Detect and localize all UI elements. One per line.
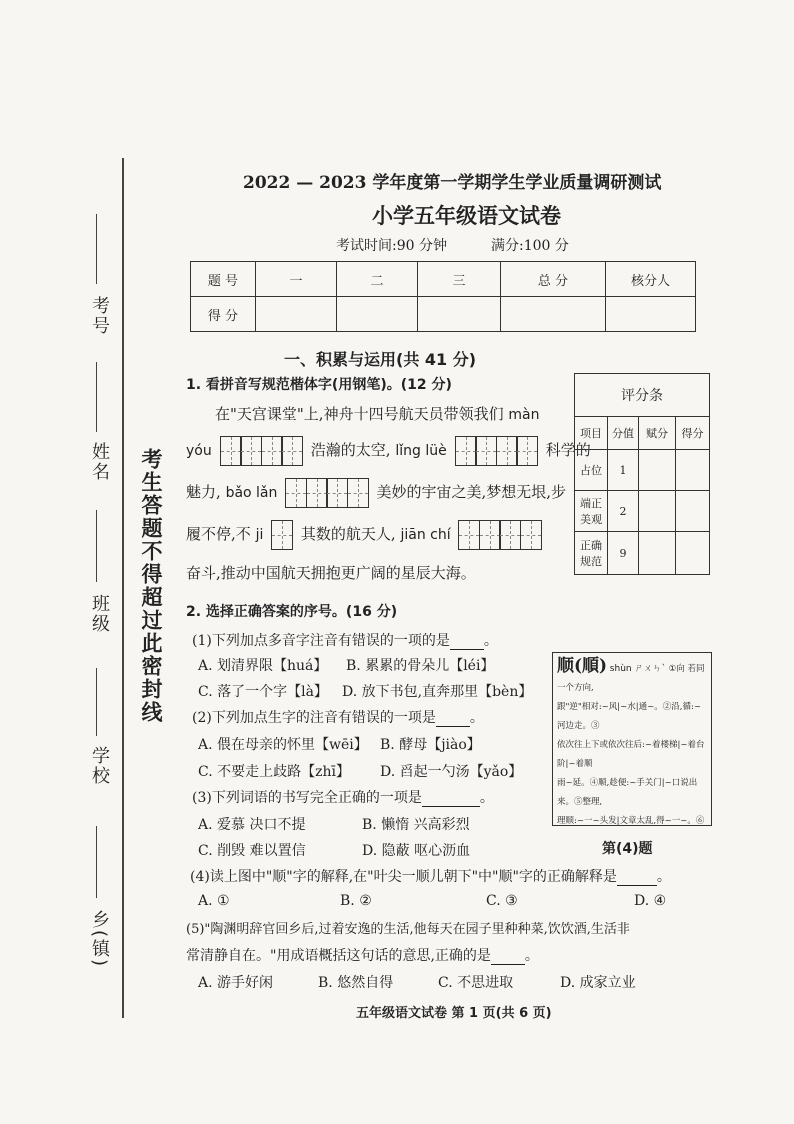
- rubric-item: 占位: [575, 450, 608, 491]
- exam-number-label: 考号: [89, 296, 110, 336]
- rubric-title: 评分条: [575, 374, 710, 417]
- rubric-item: 正确规范: [575, 532, 608, 575]
- score-table-header: 二: [337, 262, 418, 297]
- exam-time: 考试时间:90 分钟: [336, 238, 447, 254]
- full-score: 满分:100 分: [491, 238, 569, 254]
- rubric-award-cell[interactable]: [639, 450, 676, 491]
- dict-line: 雨~延。④顺,趁便:~手关门|~口说出来。⑤整理,: [557, 778, 698, 807]
- class-field[interactable]: [96, 510, 97, 582]
- section-heading: 一、积累与运用(共 41 分): [284, 350, 477, 369]
- rubric-value: 1: [608, 450, 639, 491]
- school-field[interactable]: [96, 668, 97, 736]
- q2-sub-2: [192, 707, 484, 727]
- q2-3-option-d: D. 隐蔽 呕心沥血: [362, 843, 471, 859]
- answer-grid[interactable]: [458, 520, 542, 550]
- q2-2-option-b: B. 酵母【jiào】: [380, 737, 481, 753]
- q2-sub-5-line-1: (5)"陶渊明辞官回乡后,过着安逸的生活,他每天在园子里种种菜,饮饮酒,生活非: [186, 922, 630, 937]
- q1-text: 履不停,不: [186, 525, 251, 543]
- score-table: [190, 261, 696, 332]
- q1-text: 在"天宫课堂"上,神舟十四号航天员带领我们: [215, 405, 504, 423]
- name-label: 姓名: [89, 442, 110, 482]
- q2-sub-3: [192, 787, 494, 807]
- rubric-score-cell[interactable]: [676, 491, 710, 532]
- dict-caption: 第(4)题: [602, 841, 653, 857]
- q2-3-option-a: A. 爱慕 决口不提: [198, 817, 306, 833]
- rubric-header: 得分: [676, 417, 710, 450]
- dict-line: 依次往上下或依次往后:~着楼梯|~着台阶|~着顺: [557, 740, 705, 769]
- q2-sub-1: [192, 630, 498, 650]
- score-cell[interactable]: [606, 297, 696, 332]
- q2-2-option-d: D. 舀起一勺汤【yǎo】: [380, 764, 523, 780]
- pinyin: lǐng lüè: [395, 443, 447, 459]
- dictionary-entry-box: [552, 652, 712, 826]
- answer-grid[interactable]: [285, 478, 369, 508]
- rubric-award-cell[interactable]: [639, 491, 676, 532]
- school-label: 学校: [89, 746, 110, 786]
- q1-line-5: 奋斗,推动中国航天拥抱更广阔的星辰大海。: [186, 564, 476, 582]
- question-1-title: 1. 看拼音写规范楷体字(用钢笔)。(12 分): [186, 377, 452, 393]
- q2-1-option-d: D. 放下书包,直奔那里【bèn】: [342, 684, 533, 700]
- dict-line: 理顺:~一~头发|文章太乱,得~一~。⑥: [557, 816, 705, 826]
- question-2-title: 2. 选择正确答案的序号。(16 分): [186, 604, 398, 620]
- dict-line: ①向 若同一个方向,: [557, 664, 705, 693]
- question-text: 。: [656, 869, 671, 885]
- rubric-header: 分值: [608, 417, 639, 450]
- rubric-header: 赋分: [639, 417, 676, 450]
- answer-blank[interactable]: [491, 948, 525, 965]
- dict-headword: 顺(順): [557, 656, 608, 676]
- q2-4-option-a: A. ①: [198, 893, 230, 909]
- q2-2-option-a: A. 偎在母亲的怀里【wēi】: [198, 737, 368, 753]
- q2-4-option-c: C. ③: [486, 893, 518, 909]
- score-cell[interactable]: [418, 297, 501, 332]
- answer-blank[interactable]: [436, 710, 470, 727]
- q2-5-option-a: A. 游手好闲: [198, 975, 274, 991]
- question-text: 。: [524, 948, 539, 964]
- score-table-header: 一: [256, 262, 337, 297]
- q2-4-option-b: B. ②: [340, 893, 372, 909]
- q2-1-option-a: A. 划清界限【huá】: [198, 658, 328, 674]
- score-table-header: 题 号: [191, 262, 256, 297]
- exam-subtitle: 小学五年级语文试卷: [372, 203, 561, 228]
- q1-text: 其数的航天人,: [300, 525, 396, 543]
- score-cell[interactable]: [256, 297, 337, 332]
- q2-sub-5-line-2: [186, 945, 539, 965]
- scoring-rubric-table: [574, 373, 710, 575]
- q2-3-option-c: C. 削毁 难以置信: [198, 843, 306, 859]
- rubric-header: 项目: [575, 417, 608, 450]
- pinyin: bǎo lǎn: [225, 485, 278, 501]
- q1-line-4: [186, 520, 545, 550]
- score-table-header: 三: [418, 262, 501, 297]
- question-text: 常清静自在。"用成语概括这句话的意思,正确的是: [186, 948, 491, 964]
- rubric-score-cell[interactable]: [676, 450, 710, 491]
- township-label: 乡(镇): [89, 910, 110, 969]
- q1-line-1: [215, 403, 539, 424]
- township-field[interactable]: [96, 826, 97, 898]
- dict-pinyin: shùn ㄕㄨㄣˋ: [609, 664, 666, 674]
- q2-5-option-c: C. 不思进取: [438, 975, 514, 991]
- q2-1-option-c: C. 落了一个字【là】: [198, 684, 328, 700]
- name-field[interactable]: [96, 362, 97, 432]
- pinyin: yóu: [186, 443, 212, 459]
- class-label: 班级: [89, 594, 110, 634]
- score-table-header: 核分人: [606, 262, 696, 297]
- question-text: (1)下列加点多音字注音有错误的一项的是: [192, 633, 450, 649]
- rubric-award-cell[interactable]: [639, 532, 676, 575]
- rubric-score-cell[interactable]: [676, 532, 710, 575]
- score-cell[interactable]: [501, 297, 606, 332]
- answer-grid[interactable]: [455, 436, 539, 466]
- answer-grid[interactable]: [220, 436, 304, 466]
- question-text: (2)下列加点生字的注音有错误的一项是: [192, 710, 436, 726]
- rubric-item: 端正美观: [575, 491, 608, 532]
- q1-line-2: [186, 436, 591, 466]
- question-text: (3)下列词语的书写完全正确的一项是: [192, 790, 422, 806]
- answer-blank[interactable]: [450, 633, 484, 650]
- pinyin: ji: [255, 527, 264, 543]
- q2-3-option-b: B. 懒惰 兴高彩烈: [362, 817, 470, 833]
- question-text: 。: [479, 790, 494, 806]
- rubric-value: 9: [608, 532, 639, 575]
- seal-warning: 考生答题不得超过此密封线: [139, 448, 163, 724]
- rubric-value: 2: [608, 491, 639, 532]
- answer-grid[interactable]: [271, 520, 293, 550]
- question-text: 。: [483, 633, 498, 649]
- q2-2-option-c: C. 不要走上歧路【zhī】: [198, 764, 350, 780]
- q2-4-option-d: D. ④: [634, 893, 667, 909]
- score-cell[interactable]: [337, 297, 418, 332]
- q2-5-option-d: D. 成家立业: [560, 975, 636, 991]
- exam-number-field[interactable]: [96, 214, 97, 284]
- exam-title: 2022 — 2023 学年度第一学期学生学业质量调研测试: [243, 173, 662, 193]
- score-table-header: 总 分: [501, 262, 606, 297]
- q2-1-option-b: B. 累累的骨朵儿【léi】: [346, 658, 495, 674]
- answer-blank[interactable]: [422, 790, 480, 807]
- pinyin: màn: [508, 407, 540, 423]
- q2-sub-4: [190, 866, 671, 886]
- question-text: 。: [469, 710, 484, 726]
- answer-blank[interactable]: [617, 869, 657, 886]
- dict-line: 跟"逆"相对:~风|~水|通~。②沿,循:~河边走。③: [557, 702, 701, 731]
- q1-text: 魅力,: [186, 483, 221, 501]
- question-text: (4)读上图中"顺"字的解释,在"叶尖一顺儿朝下"中"顺"字的正确解释是: [190, 869, 617, 885]
- q1-text: 科学的: [545, 441, 591, 459]
- q2-5-option-b: B. 悠然自得: [318, 975, 394, 991]
- q1-text: 浩瀚的太空,: [310, 441, 391, 459]
- page-footer: 五年级语文试卷 第 1 页(共 6 页): [356, 1006, 552, 1021]
- q1-text: 美妙的宇宙之美,梦想无垠,步: [376, 483, 566, 501]
- pinyin: jiān chí: [400, 527, 451, 543]
- binding-margin-line: [122, 158, 124, 1018]
- q1-line-3: [186, 478, 566, 508]
- score-table-row-label: 得 分: [191, 297, 256, 332]
